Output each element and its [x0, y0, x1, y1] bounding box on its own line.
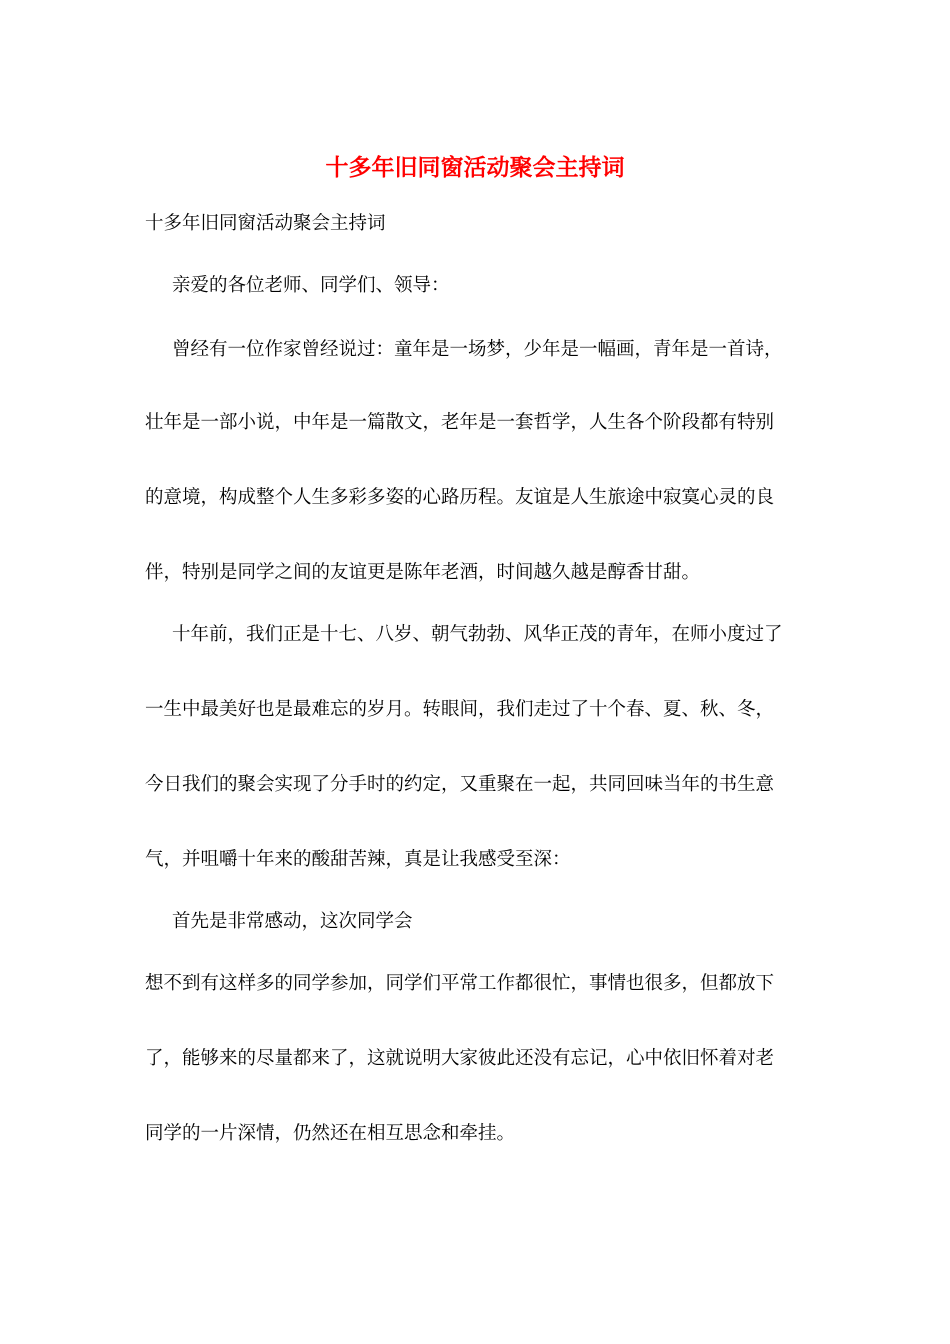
- document-subtitle: 十多年旧同窗活动聚会主持词: [145, 213, 386, 234]
- paragraph-line: 今日我们的聚会实现了分手时的约定，又重聚在一起，共同回味当年的书生意: [145, 774, 775, 795]
- paragraph-line: 想不到有这样多的同学参加，同学们平常工作都很忙，事情也很多，但都放下: [145, 973, 775, 994]
- paragraph-line: 一生中最美好也是最难忘的岁月。转眼间，我们走过了十个春、夏、秋、冬，: [145, 699, 775, 720]
- paragraph-line: 首先是非常感动，这次同学会: [172, 911, 413, 932]
- greeting-line: 亲爱的各位老师、同学们、领导：: [172, 275, 450, 296]
- paragraph-line: 壮年是一部小说，中年是一篇散文，老年是一套哲学，人生各个阶段都有特别: [145, 412, 775, 433]
- paragraph-line: 了，能够来的尽量都来了，这就说明大家彼此还没有忘记，心中依旧怀着对老: [145, 1048, 775, 1069]
- document-title: 十多年旧同窗活动聚会主持词: [325, 154, 625, 181]
- paragraph-line: 气，并咀嚼十年来的酸甜苦辣，真是让我感受至深：: [145, 849, 571, 870]
- paragraph-line: 的意境，构成整个人生多彩多姿的心路历程。友谊是人生旅途中寂寞心灵的良: [145, 487, 775, 508]
- paragraph-line: 同学的一片深情，仍然还在相互思念和牵挂。: [145, 1123, 516, 1144]
- paragraph-line: 曾经有一位作家曾经说过：童年是一场梦，少年是一幅画，青年是一首诗，: [172, 339, 783, 360]
- paragraph-line: 伴，特别是同学之间的友谊更是陈年老酒，时间越久越是醇香甘甜。: [145, 562, 701, 583]
- paragraph-line: 十年前，我们正是十七、八岁、朝气勃勃、风华正茂的青年，在师小度过了: [172, 624, 783, 645]
